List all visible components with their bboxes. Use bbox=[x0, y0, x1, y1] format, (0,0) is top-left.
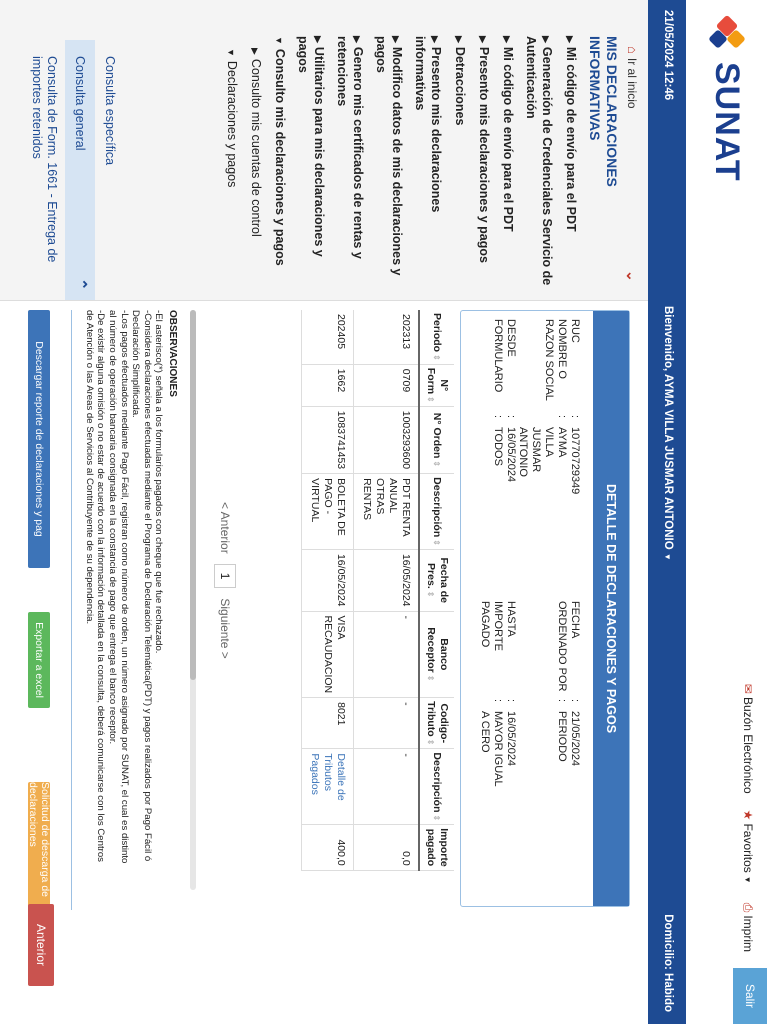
formulario-label: FORMULARIO bbox=[492, 319, 504, 393]
column-header[interactable]: Descripción⇕ bbox=[419, 749, 454, 825]
caret-down-icon: ▼ bbox=[226, 48, 236, 57]
descargar-reporte-button[interactable]: Descargar reporte de declaraciones y pag bbox=[28, 310, 50, 568]
cell: 400,0 bbox=[302, 825, 354, 871]
sidebar-item[interactable]: ▶Generación de Credenciales Servicio de Autenticación bbox=[524, 36, 554, 286]
welcome-user-menu[interactable]: Bienvenido, AYMA VILLA JUSMAR ANTONIO ▼ bbox=[662, 306, 674, 561]
desde-label: DESDE bbox=[505, 319, 517, 357]
sidebar-item[interactable]: ▶Mi código de envío para el PDT bbox=[501, 36, 515, 232]
observacion-line: -De existir alguna omisión o no estar de acuerdo con la información detallada en la consulta, deberá comunicarse con los Centros de Atención o las Areas de Servicios al Contribuyente de su dependencia. bbox=[83, 310, 107, 862]
anterior-button[interactable]: Anterior bbox=[28, 904, 54, 986]
cell: 16/05/2024 bbox=[354, 549, 420, 611]
prev-page-button[interactable]: < Anterior bbox=[218, 502, 232, 554]
cell: 202405 bbox=[302, 310, 354, 364]
datetime: 21/05/2024 12:46 bbox=[662, 10, 674, 101]
sidebar-item[interactable]: ▼Consulto mis declaraciones y pagos bbox=[273, 36, 287, 266]
printer-icon: ⎙ bbox=[741, 902, 756, 913]
sort-icon: ⇕ bbox=[432, 354, 442, 361]
sunat-logo-icon bbox=[708, 18, 746, 56]
column-header[interactable]: Fecha de Pres.⇕ bbox=[419, 549, 454, 611]
colon: : bbox=[505, 415, 517, 419]
cell: 202313 bbox=[354, 310, 420, 364]
domicilio-status: Domicilio: Habido bbox=[662, 914, 674, 1012]
consulta-1661-link[interactable]: Consulta de Form. 1661 - Entrega de importes retenidos bbox=[30, 56, 59, 263]
caret-right-icon: ▶ bbox=[352, 36, 362, 43]
colon: : bbox=[569, 699, 581, 703]
pagination bbox=[214, 502, 236, 659]
sort-icon: ⇕ bbox=[432, 814, 442, 822]
caret-right-icon: ▶ bbox=[454, 36, 464, 43]
cell: 0,0 bbox=[354, 825, 420, 871]
divider bbox=[71, 310, 72, 910]
column-header[interactable]: Periodo⇕ bbox=[419, 310, 454, 364]
sunat-logo[interactable] bbox=[707, 18, 746, 182]
caret-right-icon: ▶ bbox=[541, 36, 551, 43]
scrollbar-thumb[interactable] bbox=[190, 310, 196, 680]
cell: 1083741453 bbox=[302, 406, 354, 473]
buzon-link[interactable]: ✉ Buzón Electrónico bbox=[741, 683, 755, 794]
caret-right-icon: ▶ bbox=[313, 36, 323, 43]
horizontal-scrollbar[interactable] bbox=[190, 310, 196, 890]
importe-label: IMPORTE PAGADO bbox=[479, 601, 504, 651]
home-icon: ⌂ bbox=[625, 46, 640, 54]
chevron-down-icon: ▼ bbox=[743, 875, 753, 884]
consulta-general-item[interactable]: Consulta general ⌃ bbox=[65, 40, 95, 300]
page-number[interactable]: 1 bbox=[214, 564, 236, 589]
cell: 8021 bbox=[302, 698, 354, 749]
cell: PDT RENTA ANUAL OTRAS RENTAS bbox=[354, 474, 420, 550]
cell: 0709 bbox=[354, 364, 420, 406]
caret-right-icon: ▶ bbox=[250, 48, 260, 55]
colon: : bbox=[505, 699, 517, 703]
column-header[interactable]: Descripción⇕ bbox=[419, 474, 454, 550]
exportar-excel-button[interactable]: Exportar a excel bbox=[28, 612, 50, 708]
ordenado-label: ORDENADO POR bbox=[556, 601, 568, 692]
top-header bbox=[686, 0, 768, 1024]
sidebar-menu bbox=[215, 36, 578, 288]
sort-icon: ⇕ bbox=[432, 539, 442, 546]
colon: : bbox=[569, 415, 581, 419]
main-content bbox=[0, 310, 648, 1016]
caret-right-icon: ▶ bbox=[430, 36, 440, 43]
colon: : bbox=[556, 415, 568, 419]
cell: 1003293600 bbox=[354, 406, 420, 473]
nombre-label: NOMBRE O RAZON SOCIAL bbox=[543, 319, 568, 401]
action-buttons bbox=[10, 310, 50, 1010]
ruc-value: 10770729349 bbox=[569, 427, 581, 495]
importe-value: MAYOR IGUAL A CERO bbox=[479, 711, 504, 787]
column-header[interactable]: Importe pagado bbox=[419, 825, 454, 871]
column-header[interactable]: Codigo-Tributo⇕ bbox=[419, 698, 454, 749]
cell: 1662 bbox=[302, 364, 354, 406]
sidebar-item[interactable]: ▶Genero mis certificados de rentas y retenciones bbox=[335, 36, 365, 259]
colon: : bbox=[492, 415, 504, 419]
column-header[interactable]: N° Form⇕ bbox=[419, 364, 454, 406]
detalle-tributos-link[interactable]: Detalle de Tributos Pagados bbox=[309, 753, 347, 801]
ruc-label: RUC bbox=[569, 319, 581, 343]
sidebar-item[interactable]: ▶Modifico datos de mis declaraciones y pagos bbox=[374, 36, 404, 276]
cell: BOLETA DE PAGO - VIRTUAL bbox=[302, 474, 354, 550]
sidebar-item[interactable]: ▶Detracciones bbox=[453, 36, 467, 126]
declaraciones-table bbox=[301, 310, 454, 871]
caret-right-icon: ▶ bbox=[565, 36, 575, 43]
top-links bbox=[728, 684, 768, 1024]
fecha-label: FECHA bbox=[569, 601, 581, 639]
sort-icon: ⇕ bbox=[426, 590, 435, 598]
desde-value: 16/05/2024 bbox=[505, 427, 517, 483]
caret-right-icon: ▶ bbox=[478, 36, 488, 43]
sort-icon: ⇕ bbox=[432, 460, 442, 468]
star-icon: ★ bbox=[741, 809, 755, 821]
collapse-icon[interactable]: ⌄ bbox=[624, 270, 640, 282]
column-header[interactable]: N° Orden⇕ bbox=[419, 406, 454, 473]
column-header[interactable]: Banco Receptor⇕ bbox=[419, 611, 454, 698]
caret-right-icon: ▶ bbox=[391, 36, 401, 43]
table-row bbox=[354, 310, 420, 870]
consulta-especifica-link[interactable]: Consulta específica bbox=[103, 56, 117, 166]
hasta-value: 16/05/2024 bbox=[505, 711, 517, 767]
cell: - bbox=[354, 698, 420, 749]
observaciones-title: OBSERVACIONES bbox=[167, 310, 178, 397]
cell: - bbox=[354, 749, 420, 825]
sidebar-title: MIS DECLARACIONES INFORMATIVAS bbox=[587, 36, 620, 187]
sort-icon: ⇕ bbox=[426, 396, 435, 403]
table-row bbox=[302, 310, 354, 870]
logo-text: SUNAT bbox=[708, 62, 746, 182]
sidebar-item[interactable]: ▶Presento mis declaraciones y pagos bbox=[477, 36, 491, 263]
observacion-line: -El asterisco(*) señala a los formularios pagados con cheque que fue rechazado. bbox=[153, 310, 165, 654]
sidebar-item[interactable]: ▶Presento mis declaraciones informativas bbox=[413, 36, 443, 213]
hasta-label: HASTA bbox=[505, 601, 517, 637]
table-header-row bbox=[419, 310, 454, 870]
cell: 16/05/2024 bbox=[302, 549, 354, 611]
colon: : bbox=[492, 699, 504, 703]
caret-down-icon: ▼ bbox=[274, 36, 284, 45]
formulario-value: TODOS bbox=[492, 427, 504, 466]
cell: VISA RECAUDACION bbox=[302, 611, 354, 698]
observacion-line: -Considera declaraciones efectuadas mediante el Programa de Declaración Telemática(PDT) y pagos realizados por Pago Fácil ó Declaración Simplificada. bbox=[130, 310, 153, 862]
observacion-line: -Los pagos efectuados mediante Pago Fácil, registran como número de orden, un número asignado por SUNAT, el cual es distinto al número de operación bancaria consignada en la constancia de pago que entrega el banco receptor. bbox=[107, 310, 130, 864]
sidebar-subitem[interactable]: ▼Declaraciones y pagos bbox=[225, 48, 239, 188]
sort-icon: ⇕ bbox=[426, 738, 435, 746]
favoritos-link[interactable]: ★ Favoritos ▼ bbox=[741, 809, 755, 884]
chevron-down-icon: ▼ bbox=[663, 552, 672, 561]
panel-title: DETALLE DE DECLARACIONES Y PAGOS bbox=[593, 311, 629, 906]
colon: : bbox=[556, 699, 568, 703]
sidebar-subitem[interactable]: ▶Consulto mis cuentas de control bbox=[249, 48, 263, 237]
fecha-value: 21/05/2024 bbox=[569, 711, 581, 767]
ir-al-inicio-link[interactable]: ⌂ Ir al inicio bbox=[625, 46, 640, 109]
user-bar bbox=[648, 0, 686, 1024]
observaciones bbox=[83, 310, 178, 870]
sort-icon: ⇕ bbox=[426, 674, 435, 682]
detail-panel bbox=[460, 310, 630, 907]
chevron-up-icon: ⌃ bbox=[72, 278, 89, 291]
nombre-value: AYMA VILLA JUSMAR ANTONIO bbox=[517, 427, 568, 477]
detalle-tributos-cell[interactable] bbox=[302, 749, 354, 825]
ordenado-value: PERIODO bbox=[556, 711, 568, 762]
solicitud-descarga-button[interactable]: Solicitud de descarga de declaraciones bbox=[28, 782, 50, 954]
next-page-button[interactable]: Siguiente > bbox=[218, 598, 232, 659]
mail-icon: ✉ bbox=[741, 683, 755, 694]
sidebar bbox=[0, 0, 648, 301]
sidebar-item[interactable]: ▶Mi código de envío para el PDT bbox=[564, 36, 578, 232]
cell: - bbox=[354, 611, 420, 698]
imprimir-link[interactable]: ⎙ Imprim bbox=[741, 902, 756, 952]
caret-right-icon: ▶ bbox=[502, 36, 512, 43]
salir-button[interactable]: Salir bbox=[733, 968, 767, 1024]
sidebar-item[interactable]: ▶Utilitarios para mis declaraciones y pagos bbox=[296, 36, 326, 257]
